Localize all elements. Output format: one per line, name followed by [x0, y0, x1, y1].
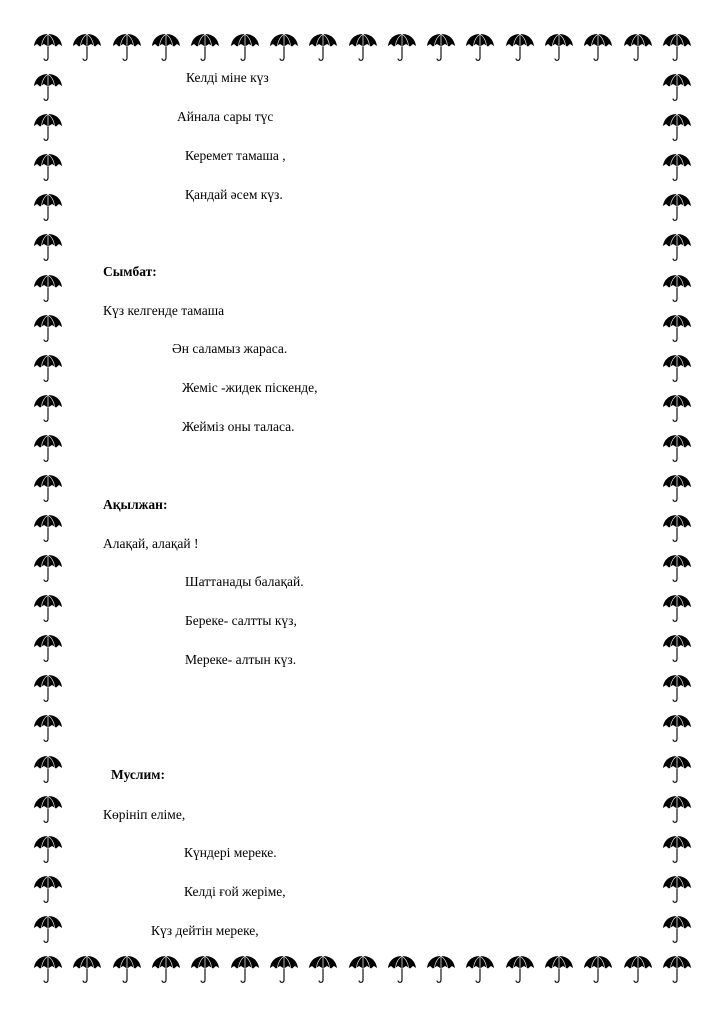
poem-line: Жеміс -жидек піскенде,	[182, 380, 318, 395]
speaker-name: Ақылжан:	[103, 497, 168, 512]
poem-line: Айнала сары түс	[177, 109, 274, 124]
poem-line: Күз келгенде тамаша	[103, 303, 225, 318]
poem-line: Жейміз оны таласа.	[182, 419, 295, 434]
poem-line: Күз дейтін мереке,	[151, 923, 259, 938]
poem-line: Береке- салтты күз,	[185, 613, 297, 628]
poem-line: Көрініп еліме,	[103, 807, 186, 822]
poem-line: Келді ғой жеріме,	[184, 884, 286, 899]
poem-line: Мереке- алтын күз.	[185, 652, 297, 667]
speaker-name: Муслим:	[111, 767, 165, 782]
poem-line: Ән саламыз жараса.	[172, 341, 288, 356]
poem-line: Алақай, алақай !	[103, 536, 199, 551]
poem-line: Күндері мереке.	[184, 845, 277, 860]
poem-line: Қандай әсем күз.	[185, 187, 283, 202]
speaker-name: Сымбат:	[103, 264, 157, 279]
poem-line: Шаттанады балақай.	[185, 574, 304, 589]
poem-line: Керемет тамаша ,	[185, 148, 286, 163]
poem-line: Келді міне күз	[186, 70, 269, 85]
